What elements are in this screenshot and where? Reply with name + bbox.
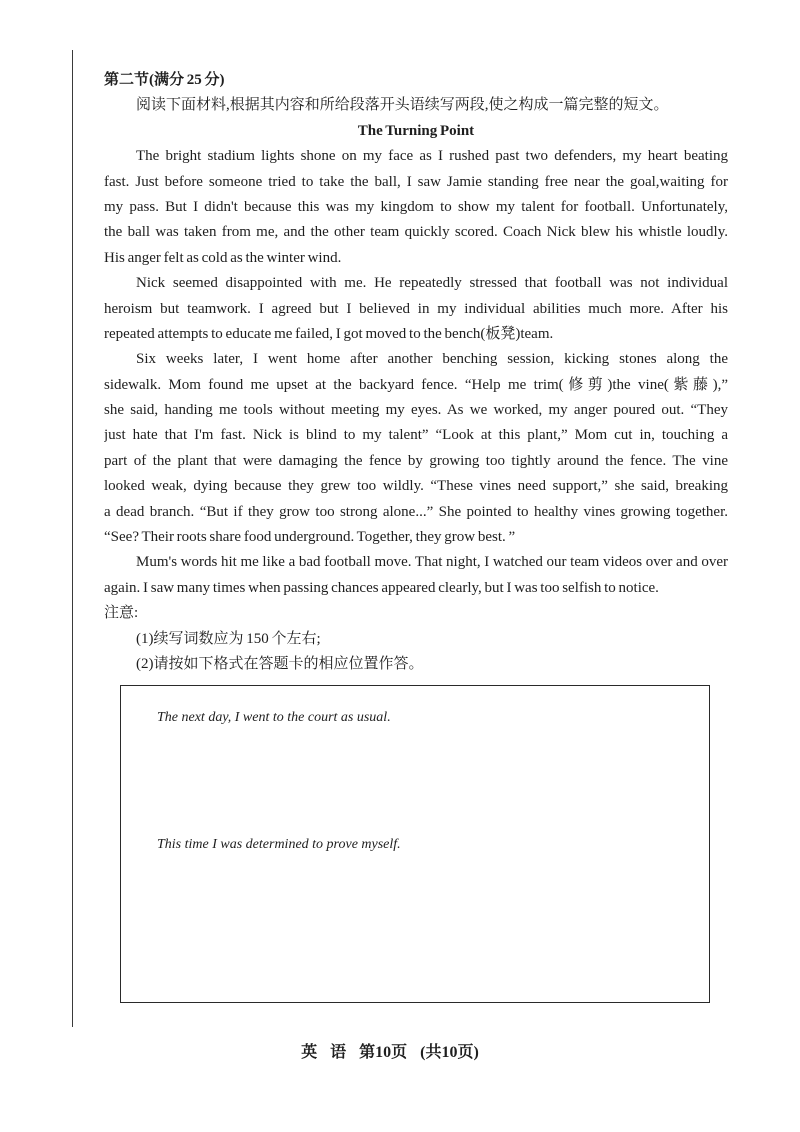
story-paragraph-3 <box>104 347 728 550</box>
text-line: Six weeks later, I went home after another benching session, kicking stones along the <box>136 351 728 368</box>
text-line: the ball was taken from me, and the other team quickly scored. Coach Nick blew his whistle loudly. <box>104 224 728 241</box>
text-line: Nick seemed disappointed with me. He repeatedly stressed that football was not individual <box>136 275 728 292</box>
story-paragraph-4 <box>104 550 728 601</box>
text-line: she said, handing me tools without meeting my eyes. As we worked, my anger poured out. “They <box>104 402 728 419</box>
note-item-2: (2)请按如下格式在答题卡的相应位置作答。 <box>136 655 424 672</box>
text-line: heroism but teamwork. I agreed but I believed in my individual abilities much more. After his <box>104 300 728 317</box>
text-line: fast. Just before someone tried to take the ball, I saw Jamie standing free near the goal,waiting for <box>104 173 728 190</box>
note-item-1: (1)续写词数应为 150 个左右; <box>136 630 321 647</box>
text-line: part of the plant that were damaging the fence by growing too tightly around the fence. The vine <box>104 452 728 469</box>
margin-rule <box>72 50 73 1027</box>
paragraph-1-opening: The next day, I went to the court as usual. <box>157 710 391 725</box>
text-line: a dead branch. “But if they grow too strong alone...” She pointed to healthy vines growing together. <box>104 503 728 520</box>
text-line: The bright stadium lights shone on my face as I rushed past two defenders, my heart beating <box>136 148 728 165</box>
story-paragraph-2 <box>104 271 728 347</box>
answer-format-box <box>120 685 710 1003</box>
text-line: just hate that I'm fast. Nick is blind to my talent” “Look at this plant,” Mom cut in, touching a <box>104 427 728 444</box>
text-line: my pass. But I didn't because this was my kingdom to show my talent for football. Unfortunately, <box>104 198 728 215</box>
paragraph-2-opening: This time I was determined to prove myself. <box>157 837 401 852</box>
text-line: looked weak, dying because they grew too wildly. “These vines need support,” she said, breaking <box>104 478 728 495</box>
text-line: “See? Their roots share food underground. Together, they grow best. ” <box>104 529 516 546</box>
text-line: again. I saw many times when passing chances appeared clearly, but I was too selfish to notice. <box>104 579 659 596</box>
text-line: His anger felt as cold as the winter wind. <box>104 249 342 266</box>
text-line: repeated attempts to educate me failed, I got moved to the bench(板凳)team. <box>104 325 554 342</box>
section-instruction: 阅读下面材料,根据其内容和所给段落开头语续写两段,使之构成一篇完整的短文。 <box>136 97 669 114</box>
story-title: The Turning Point <box>357 122 475 139</box>
section-heading: 第二节(满分 25 分) <box>104 72 225 88</box>
story-paragraph-1 <box>104 144 728 271</box>
section-content <box>104 68 728 677</box>
text-line: sidewalk. Mom found me upset at the backyard fence. “Help me trim(修剪)the vine(紫藤),” <box>104 376 728 393</box>
notes-label: 注意: <box>104 605 139 622</box>
page-footer: 英 语 第10页 (共10页) <box>301 1044 479 1061</box>
text-line: Mum's words hit me like a bad football move. That night, I watched our team videos over and over <box>136 554 728 571</box>
